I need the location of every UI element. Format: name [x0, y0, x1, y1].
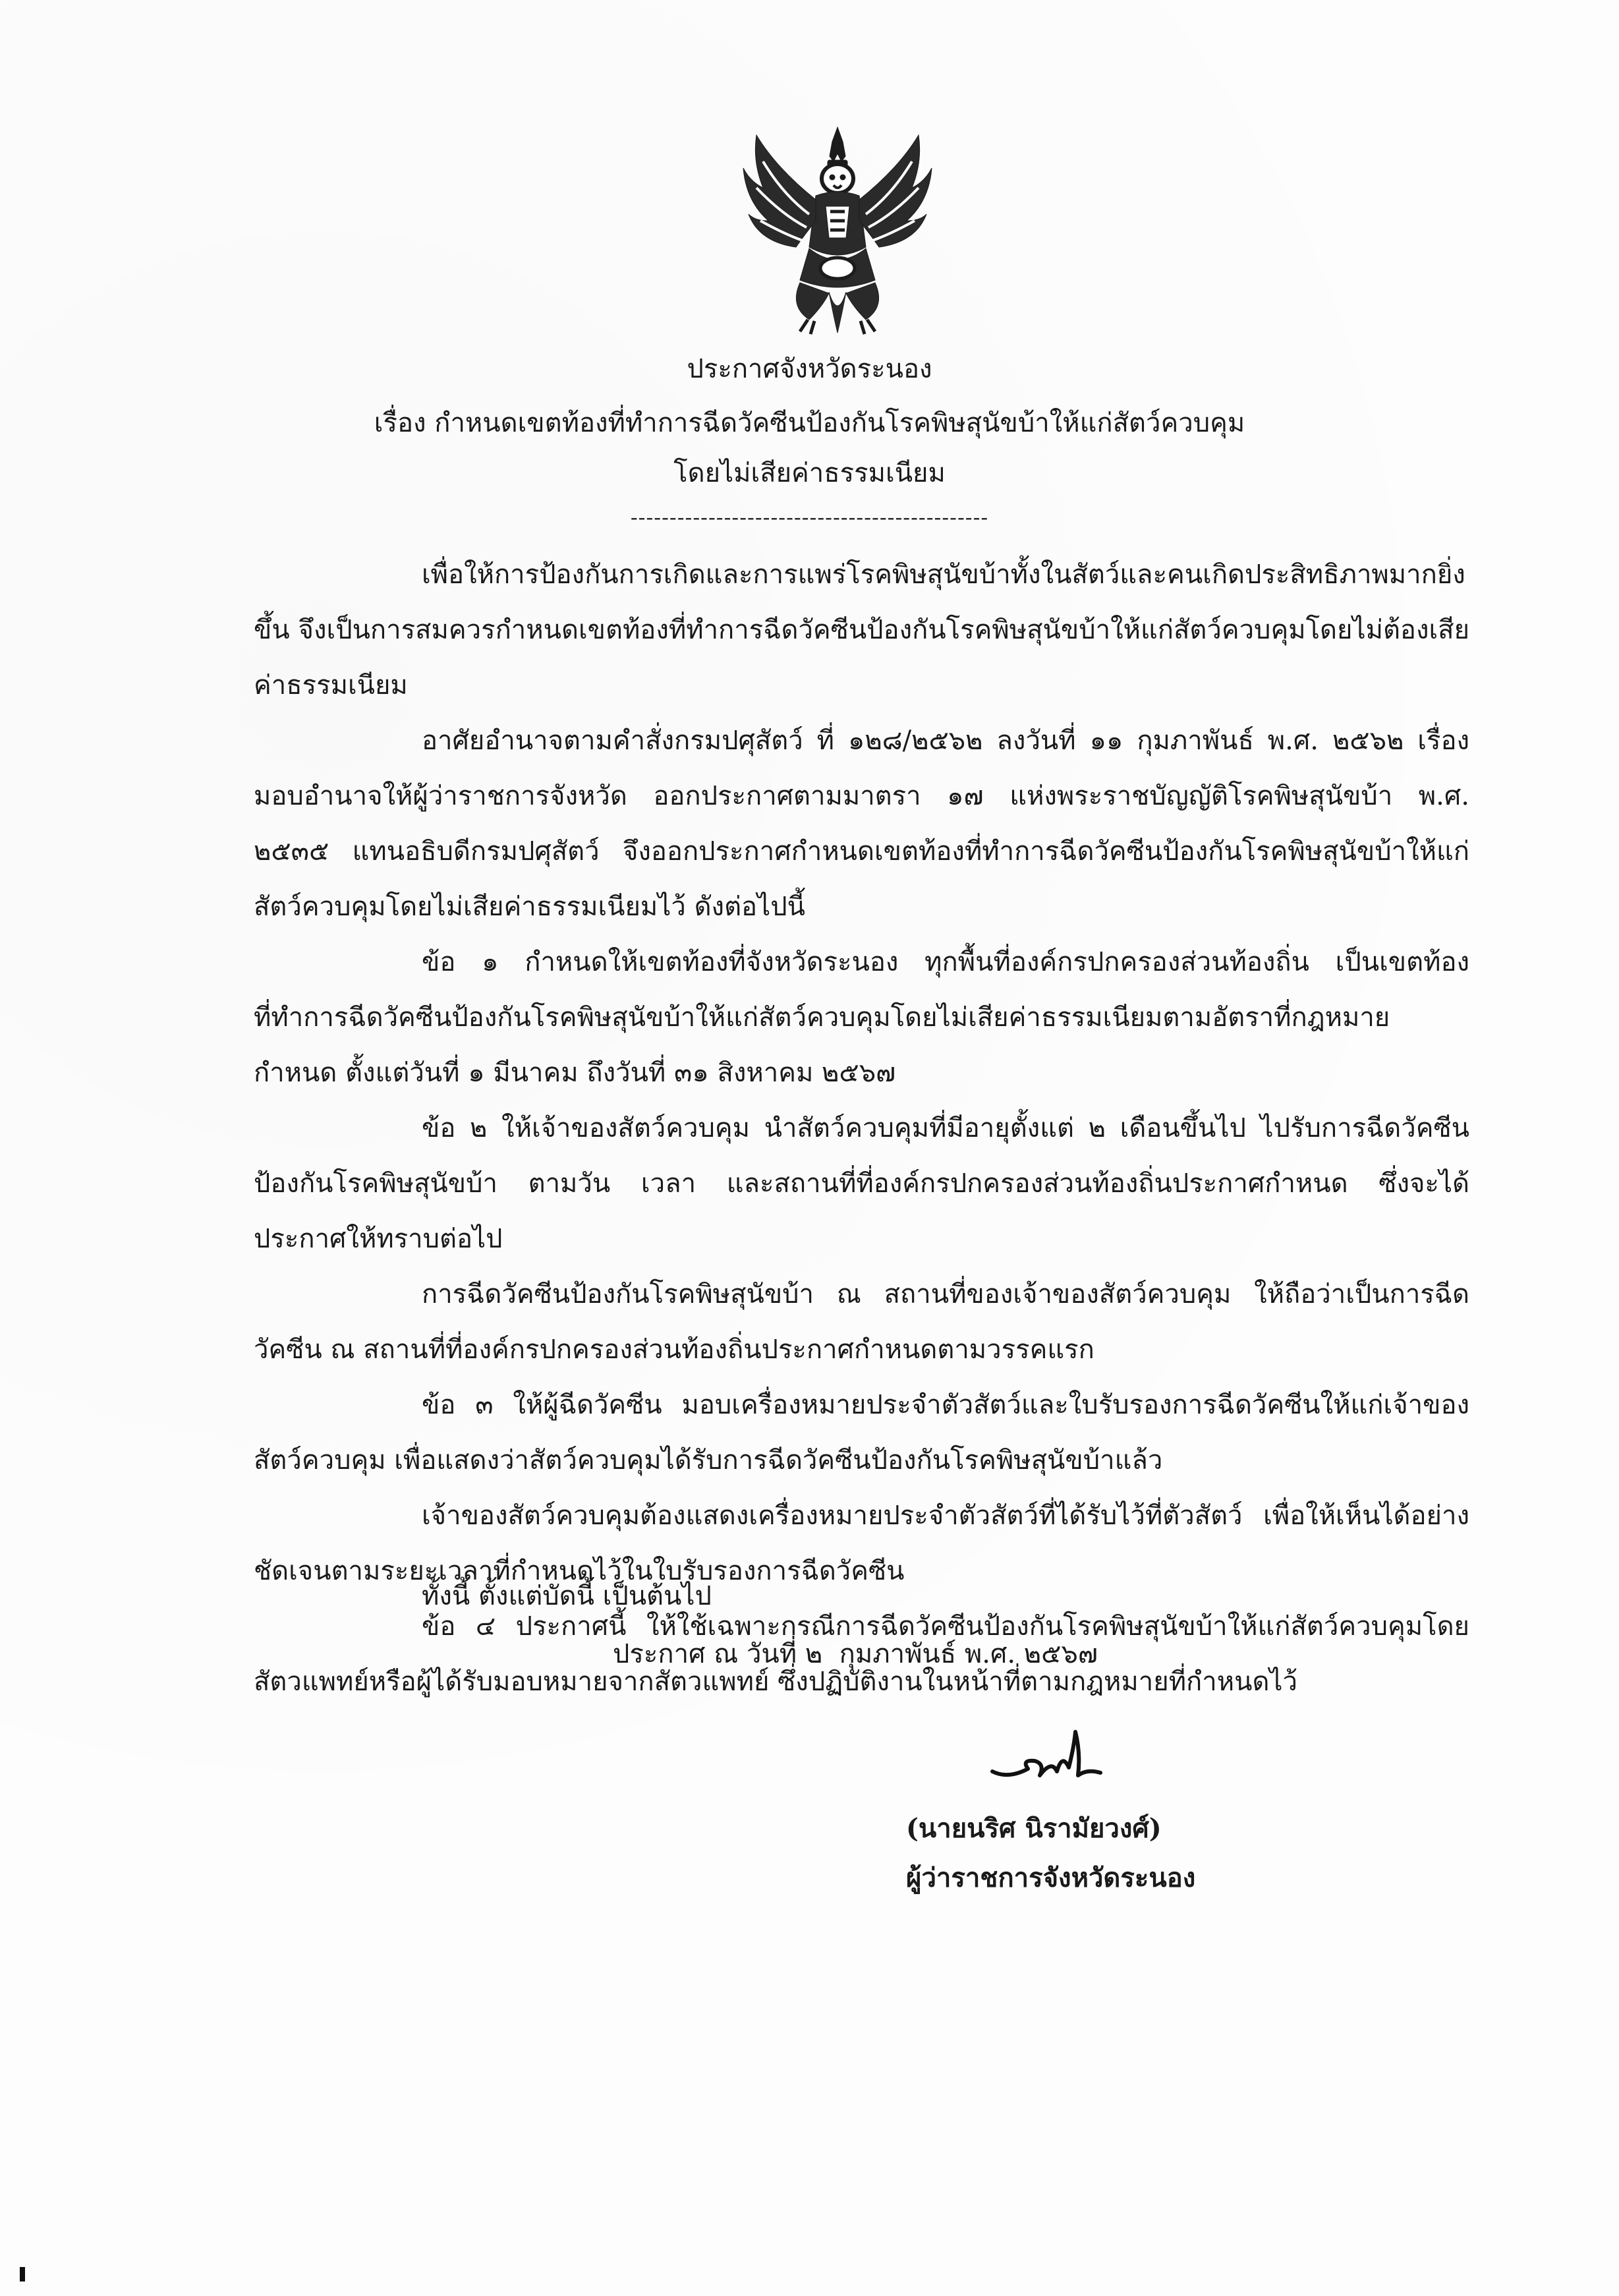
paragraph-authority: อาศัยอำนาจตามคำสั่งกรมปศุสัตว์ ที่ ๑๒๘/๒๕๖๒ ลงวันที่ ๑๑ กุมภาพันธ์ พ.ศ. ๒๕๖๒ เรื่อง มอบอำนาจให้ผู้ว่าราชการจังหวัด ออกประกาศตามมาตรา ๑๗ แห่งพระราชบัญญัติโรคพิษสุนัขบ้า พ.ศ. ๒๕๓๕ แทนอธิบดีกรมปศุสัตว์ จึงออกประกาศกำหนดเขตท้องที่ทำการฉีดวัคซีนป้องกันโรคพิษสุนัขบ้าให้แก่สัตว์ควบคุมโดยไม่เสียค่าธรรมเนียมไว้ ดังต่อไปนี้	[254, 726, 1469, 922]
signer-title: ผู้ว่าราชการจังหวัดระนอง	[906, 1862, 1196, 1893]
announcement-title: ประกาศจังหวัดระนอง	[687, 354, 932, 384]
paragraph-clause-1: ข้อ ๑ กำหนดให้เขตท้องที่จังหวัดระนอง ทุกพื้นที่องค์กรปกครองส่วนท้องถิ่น เป็นเขตท้องที่ทำการฉีดวัคซีนป้องกันโรคพิษสุนัขบ้าให้แก่สัตว์ควบคุมโดยไม่เสียค่าธรรมเนียมตามอัตราที่กฎหมายกำหนด ตั้งแต่วันที่ ๑ มีนาคม ถึงวันที่ ๓๑ สิงหาคม ๒๕๖๗	[254, 947, 1469, 1088]
header-divider: ----------------------------------------------	[630, 505, 989, 530]
handwritten-signature-icon	[988, 1720, 1107, 1793]
paragraph-clause-4: ข้อ ๔ ประกาศนี้ ให้ใช้เฉพาะกรณีการฉีดวัคซีนป้องกันโรคพิษสุนัขบ้าให้แก่สัตว์ควบคุมโดยสัตวแพทย์หรือผู้ได้รับมอบหมายจากสัตวแพทย์ ซึ่งปฏิบัติงานในหน้าที่ตามกฎหมายที่กำหนดไว้	[254, 1611, 1469, 1697]
paragraph-clause-2: ข้อ ๒ ให้เจ้าของสัตว์ควบคุม นำสัตว์ควบคุมที่มีอายุตั้งแต่ ๒ เดือนขึ้นไป ไปรับการฉีดวัคซีนป้องกันโรคพิษสุนัขบ้า ตามวัน เวลา และสถานที่ที่องค์กรปกครองส่วนท้องถิ่นประกาศกำหนด ซึ่งจะได้ประกาศให้ทราบต่อไป	[254, 1113, 1469, 1254]
announcement-subject: เรื่อง กำหนดเขตท้องที่ทำการฉีดวัคซีนป้องกันโรคพิษสุนัขบ้าให้แก่สัตว์ควบคุม	[374, 408, 1245, 438]
paragraph-clause-3-continued: เจ้าของสัตว์ควบคุมต้องแสดงเครื่องหมายประจำตัวสัตว์ที่ได้รับไว้ที่ตัวสัตว์ เพื่อให้เห็นได้อย่างชัดเจนตามระยะเวลาที่กำหนดไว้ในใบรับรองการฉีดวัคซีน	[254, 1501, 1469, 1586]
effective-statement: ทั้งนี้ ตั้งแต่บัดนี้ เป็นต้นไป	[422, 1581, 712, 1611]
paragraph-purpose: เพื่อให้การป้องกันการเกิดและการแพร่โรคพิษสุนัขบ้าทั้งในสัตว์และคนเกิดประสิทธิภาพมากยิ่งขึ้น จึงเป็นการสมควรกำหนดเขตท้องที่ทำการฉีดวัคซีนป้องกันโรคพิษสุนัขบ้าให้แก่สัตว์ควบคุมโดยไม่ต้องเสียค่าธรรมเนียม	[254, 560, 1469, 701]
announcement-body	[254, 547, 1469, 1709]
paragraph-clause-2-continued: การฉีดวัคซีนป้องกันโรคพิษสุนัขบ้า ณ สถานที่ของเจ้าของสัตว์ควบคุม ให้ถือว่าเป็นการฉีดวัคซีน ณ สถานที่ที่องค์กรปกครองส่วนท้องถิ่นประกาศกำหนดตามวรรคแรก	[254, 1279, 1469, 1365]
paragraph-clause-3: ข้อ ๓ ให้ผู้ฉีดวัคซีน มอบเครื่องหมายประจำตัวสัตว์และใบรับรองการฉีดวัคซีนให้แก่เจ้าของสัตว์ควบคุม เพื่อแสดงว่าสัตว์ควบคุมได้รับการฉีดวัคซีนป้องกันโรคพิษสุนัขบ้าแล้ว	[254, 1390, 1469, 1476]
announcement-date: ประกาศ ณ วันที่ ๒ กุมภาพันธ์ พ.ศ. ๒๕๖๗	[613, 1639, 1098, 1669]
scan-mark	[20, 2267, 25, 2282]
signer-name: (นายนริศ นิรามัยวงศ์)	[906, 1813, 1162, 1844]
garuda-emblem-icon	[737, 122, 938, 339]
announcement-subject-continued: โดยไม่เสียค่าธรรมเนียม	[673, 458, 946, 488]
